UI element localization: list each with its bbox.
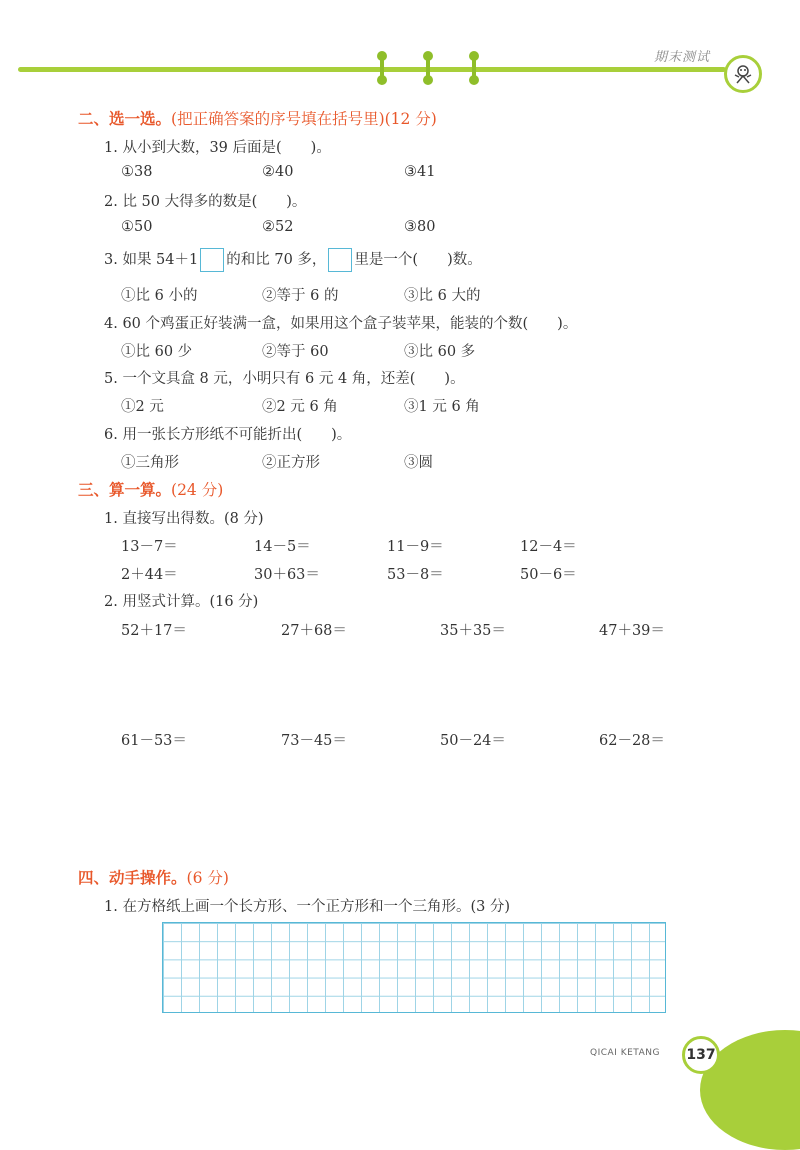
binder-peg-icon — [423, 51, 433, 85]
arithmetic-item: 30＋63＝ — [254, 567, 320, 583]
header-rule — [18, 67, 726, 72]
section-title: 二、选一选。(把正确答案的序号填在括号里)(12 分) — [78, 110, 437, 128]
option-c: ③比 60 多 — [404, 344, 476, 360]
option-c: ③80 — [404, 219, 436, 235]
option-a: ①三角形 — [121, 455, 179, 471]
arithmetic-item: 13－7＝ — [121, 539, 178, 555]
answer-box[interactable] — [328, 248, 352, 272]
vertical-calc-item: 27＋68＝ — [281, 623, 347, 639]
option-c: ③1 元 6 角 — [404, 399, 480, 415]
subquestion-1: 1. 直接写出得数。(8 分) — [104, 511, 264, 527]
option-a: ①38 — [121, 164, 153, 180]
option-b: ②40 — [262, 164, 294, 180]
question-4: 4. 60 个鸡蛋正好装满一盒，如果用这个盒子装苹果，能装的个数( )。 — [104, 316, 578, 332]
vertical-calc-item: 73－45＝ — [281, 733, 347, 749]
vertical-calc-item: 52＋17＝ — [121, 623, 187, 639]
option-c: ③比 6 大的 — [404, 288, 481, 304]
arithmetic-item: 12－4＝ — [520, 539, 577, 555]
arithmetic-item: 2＋44＝ — [121, 567, 178, 583]
grid-paper[interactable] — [162, 922, 666, 1013]
subquestion-1: 1. 在方格纸上画一个长方形、一个正方形和一个三角形。(3 分) — [104, 899, 511, 915]
mascot-icon — [724, 55, 762, 93]
binder-peg-icon — [469, 51, 479, 85]
vertical-calc-item: 62－28＝ — [599, 733, 665, 749]
answer-box[interactable] — [200, 248, 224, 272]
arithmetic-item: 14－5＝ — [254, 539, 311, 555]
option-c: ③圆 — [404, 455, 433, 471]
subquestion-2: 2. 用竖式计算。(16 分) — [104, 594, 259, 610]
vertical-calc-item: 50－24＝ — [440, 733, 506, 749]
option-a: ①比 6 小的 — [121, 288, 198, 304]
option-a: ①2 元 — [121, 399, 164, 415]
page-number: 137 — [682, 1036, 720, 1074]
question-1: 1. 从小到大数，39 后面是( )。 — [104, 140, 331, 156]
option-b: ②52 — [262, 219, 294, 235]
question-3: 3. 如果 54＋1 的和比 70 多， 里是一个( )数。 — [104, 248, 482, 272]
option-a: ①比 60 少 — [121, 344, 193, 360]
option-c: ③41 — [404, 164, 436, 180]
option-b: ②2 元 6 角 — [262, 399, 338, 415]
question-2: 2. 比 50 大得多的数是( )。 — [104, 194, 307, 210]
vertical-calc-item: 47＋39＝ — [599, 623, 665, 639]
binder-peg-icon — [377, 51, 387, 85]
arithmetic-item: 53－8＝ — [387, 567, 444, 583]
section-title: 三、算一算。(24 分) — [78, 481, 224, 499]
option-a: ①50 — [121, 219, 153, 235]
vertical-calc-item: 35＋35＝ — [440, 623, 506, 639]
question-6: 6. 用一张长方形纸不可能折出( )。 — [104, 427, 352, 443]
section-title: 四、动手操作。(6 分) — [78, 869, 229, 887]
arithmetic-item: 11－9＝ — [387, 539, 444, 555]
arithmetic-item: 50－6＝ — [520, 567, 577, 583]
option-b: ②等于 60 — [262, 344, 329, 360]
option-b: ②等于 6 的 — [262, 288, 339, 304]
header-title: 期末测试 — [654, 50, 711, 65]
option-b: ②正方形 — [262, 455, 320, 471]
footer-brand: QICAI KETANG — [590, 1048, 660, 1058]
question-5: 5. 一个文具盒 8 元，小明只有 6 元 4 角，还差( )。 — [104, 371, 465, 387]
vertical-calc-item: 61－53＝ — [121, 733, 187, 749]
